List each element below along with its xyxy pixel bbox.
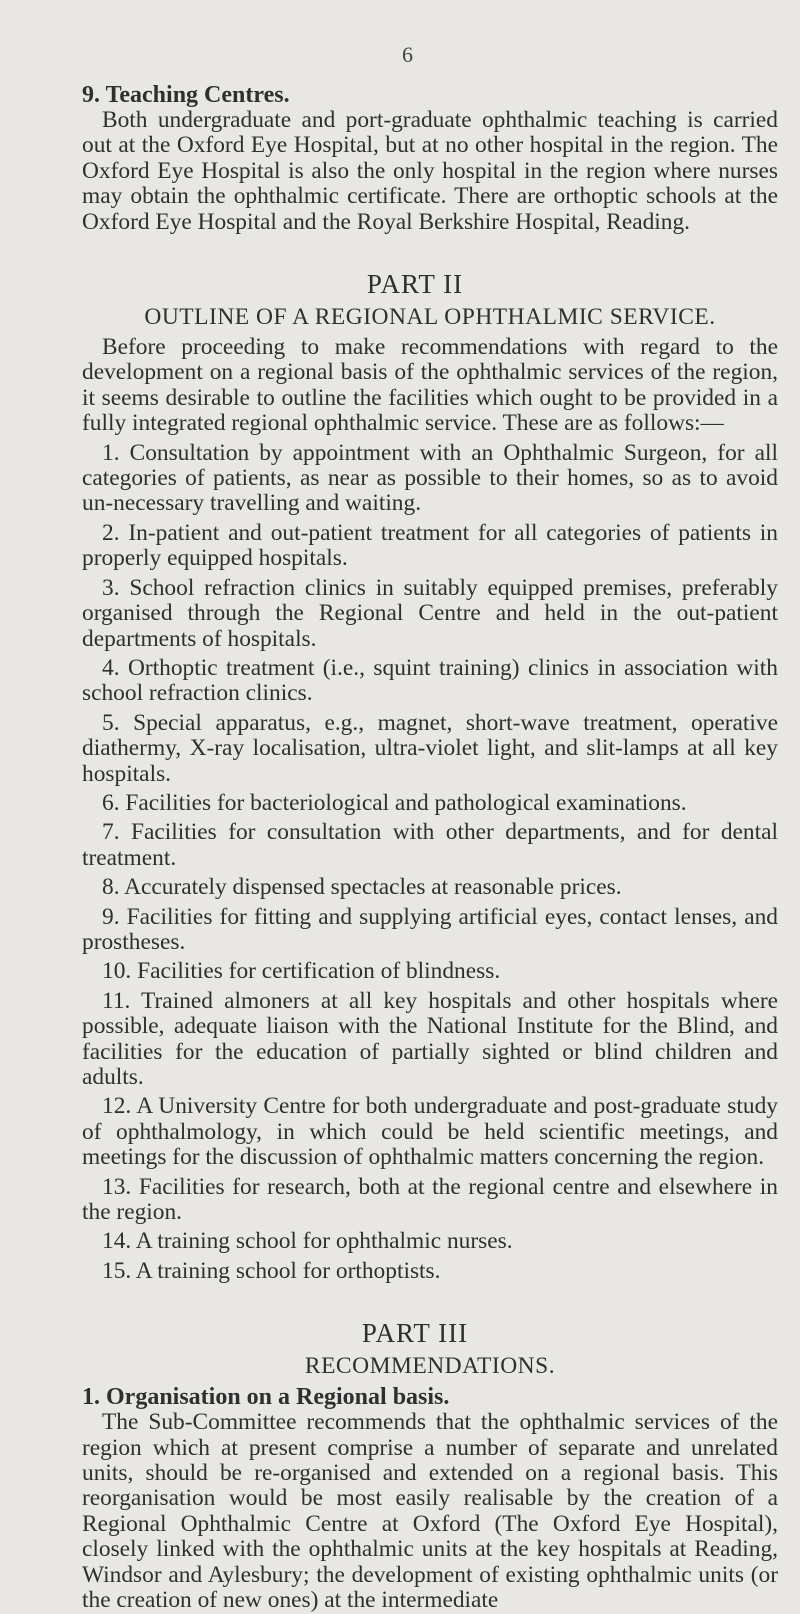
page-number: 6 — [402, 42, 413, 67]
section-heading: 9. Teaching Centres. — [82, 82, 290, 108]
section-body: The Sub-Committee recommends that the ophthalmic services of the region which at present comprise a number of separate and unrelated units, should be re-organised and extended on a regional basis. This reorganisation would be most easily realisable by the creation of a Regional Ophthalmic Centre at Oxford (The Oxford Eye Hospital), closely linked with the ophthalmic units at the key hospitals at Reading, Windsor and Aylesbury; the development of existing ophthalmic units (or the creation of new ones) at the intermediate — [82, 1409, 778, 1614]
list-item: 13. Facilities for research, both at the regional centre and elsewhere in the region. — [82, 1173, 778, 1226]
list-item: 5. Special apparatus, e.g., magnet, short-wave treatment, operative diathermy, X-ray localisation, ultra-violet light, and slit-lamps at all key hospitals. — [82, 709, 778, 787]
part-title: PART III — [361, 1318, 469, 1349]
section-heading: 1. Organisation on a Regional basis. — [82, 1384, 450, 1411]
list-item: 2. In-patient and out-patient treatment for all categories of patients in properly equipped hospitals. — [82, 519, 778, 572]
list-item: 14. A training school for ophthalmic nurses. — [102, 1228, 513, 1255]
list-item: 3. School refraction clinics in suitably equipped premises, preferably organised through the Regional Centre and held in the out-patient departments of hospitals. — [82, 574, 778, 652]
part-subtitle: RECOMMENDATIONS. — [304, 1353, 556, 1380]
list-item: 12. A University Centre for both undergraduate and post-graduate study of ophthalmology, in which could be held scientific meetings, and meetings for the discussion of ophthalmic matters concerning the region. — [82, 1093, 778, 1171]
part-intro: Before proceeding to make recommendations with regard to the development on a regional basis of the ophthalmic services of the region, it seems desirable to outline the facilities which ought to be provided in a fully integrated regional ophthalmic service. These are as follows:— — [82, 334, 778, 437]
list-item: 6. Facilities for bacteriological and pathological examinations. — [102, 789, 687, 816]
part-two — [82, 269, 778, 1284]
list-item: 15. A training school for orthoptists. — [102, 1257, 441, 1284]
list-item: 7. Facilities for consultation with other departments, and for dental treatment. — [82, 819, 778, 871]
part-three — [82, 1318, 778, 1613]
section-body: Both undergraduate and port-graduate ophthalmic teaching is carried out at the Oxford Eye Hospital, but at no other hospital in the region. The Oxford Eye Hospital is also the only hospital in the region where nurses may obtain the ophthalmic certificate. There are orthoptic schools at the Oxford Eye Hospital and the Royal Berkshire Hospital, Reading. — [82, 107, 778, 235]
list-item: 1. Consultation by appointment with an Ophthalmic Surgeon, for all categories of patients, as near as possible to their homes, so as to avoid un-necessary travelling and waiting. — [82, 439, 778, 517]
list-item: 8. Accurately dispensed spectacles at reasonable prices. — [102, 874, 622, 901]
list-item: 10. Facilities for certification of blindness. — [102, 958, 501, 985]
list-item: 11. Trained almoners at all key hospitals and other hospitals where possible, adequate liaison with the National Institute for the Blind, and facilities for the education of partially sighted or blind children and adults. — [82, 987, 778, 1090]
list-item: 4. Orthoptic treatment (i.e., squint training) clinics in association with school refraction clinics. — [82, 654, 778, 707]
part-subtitle: OUTLINE OF A REGIONAL OPHTHALMIC SERVICE. — [144, 304, 716, 331]
part-title: PART II — [366, 269, 464, 300]
facility-list — [82, 441, 778, 1285]
section-teaching-centres — [82, 82, 778, 235]
list-item: 9. Facilities for fitting and supplying artificial eyes, contact lenses, and prostheses. — [82, 903, 778, 955]
